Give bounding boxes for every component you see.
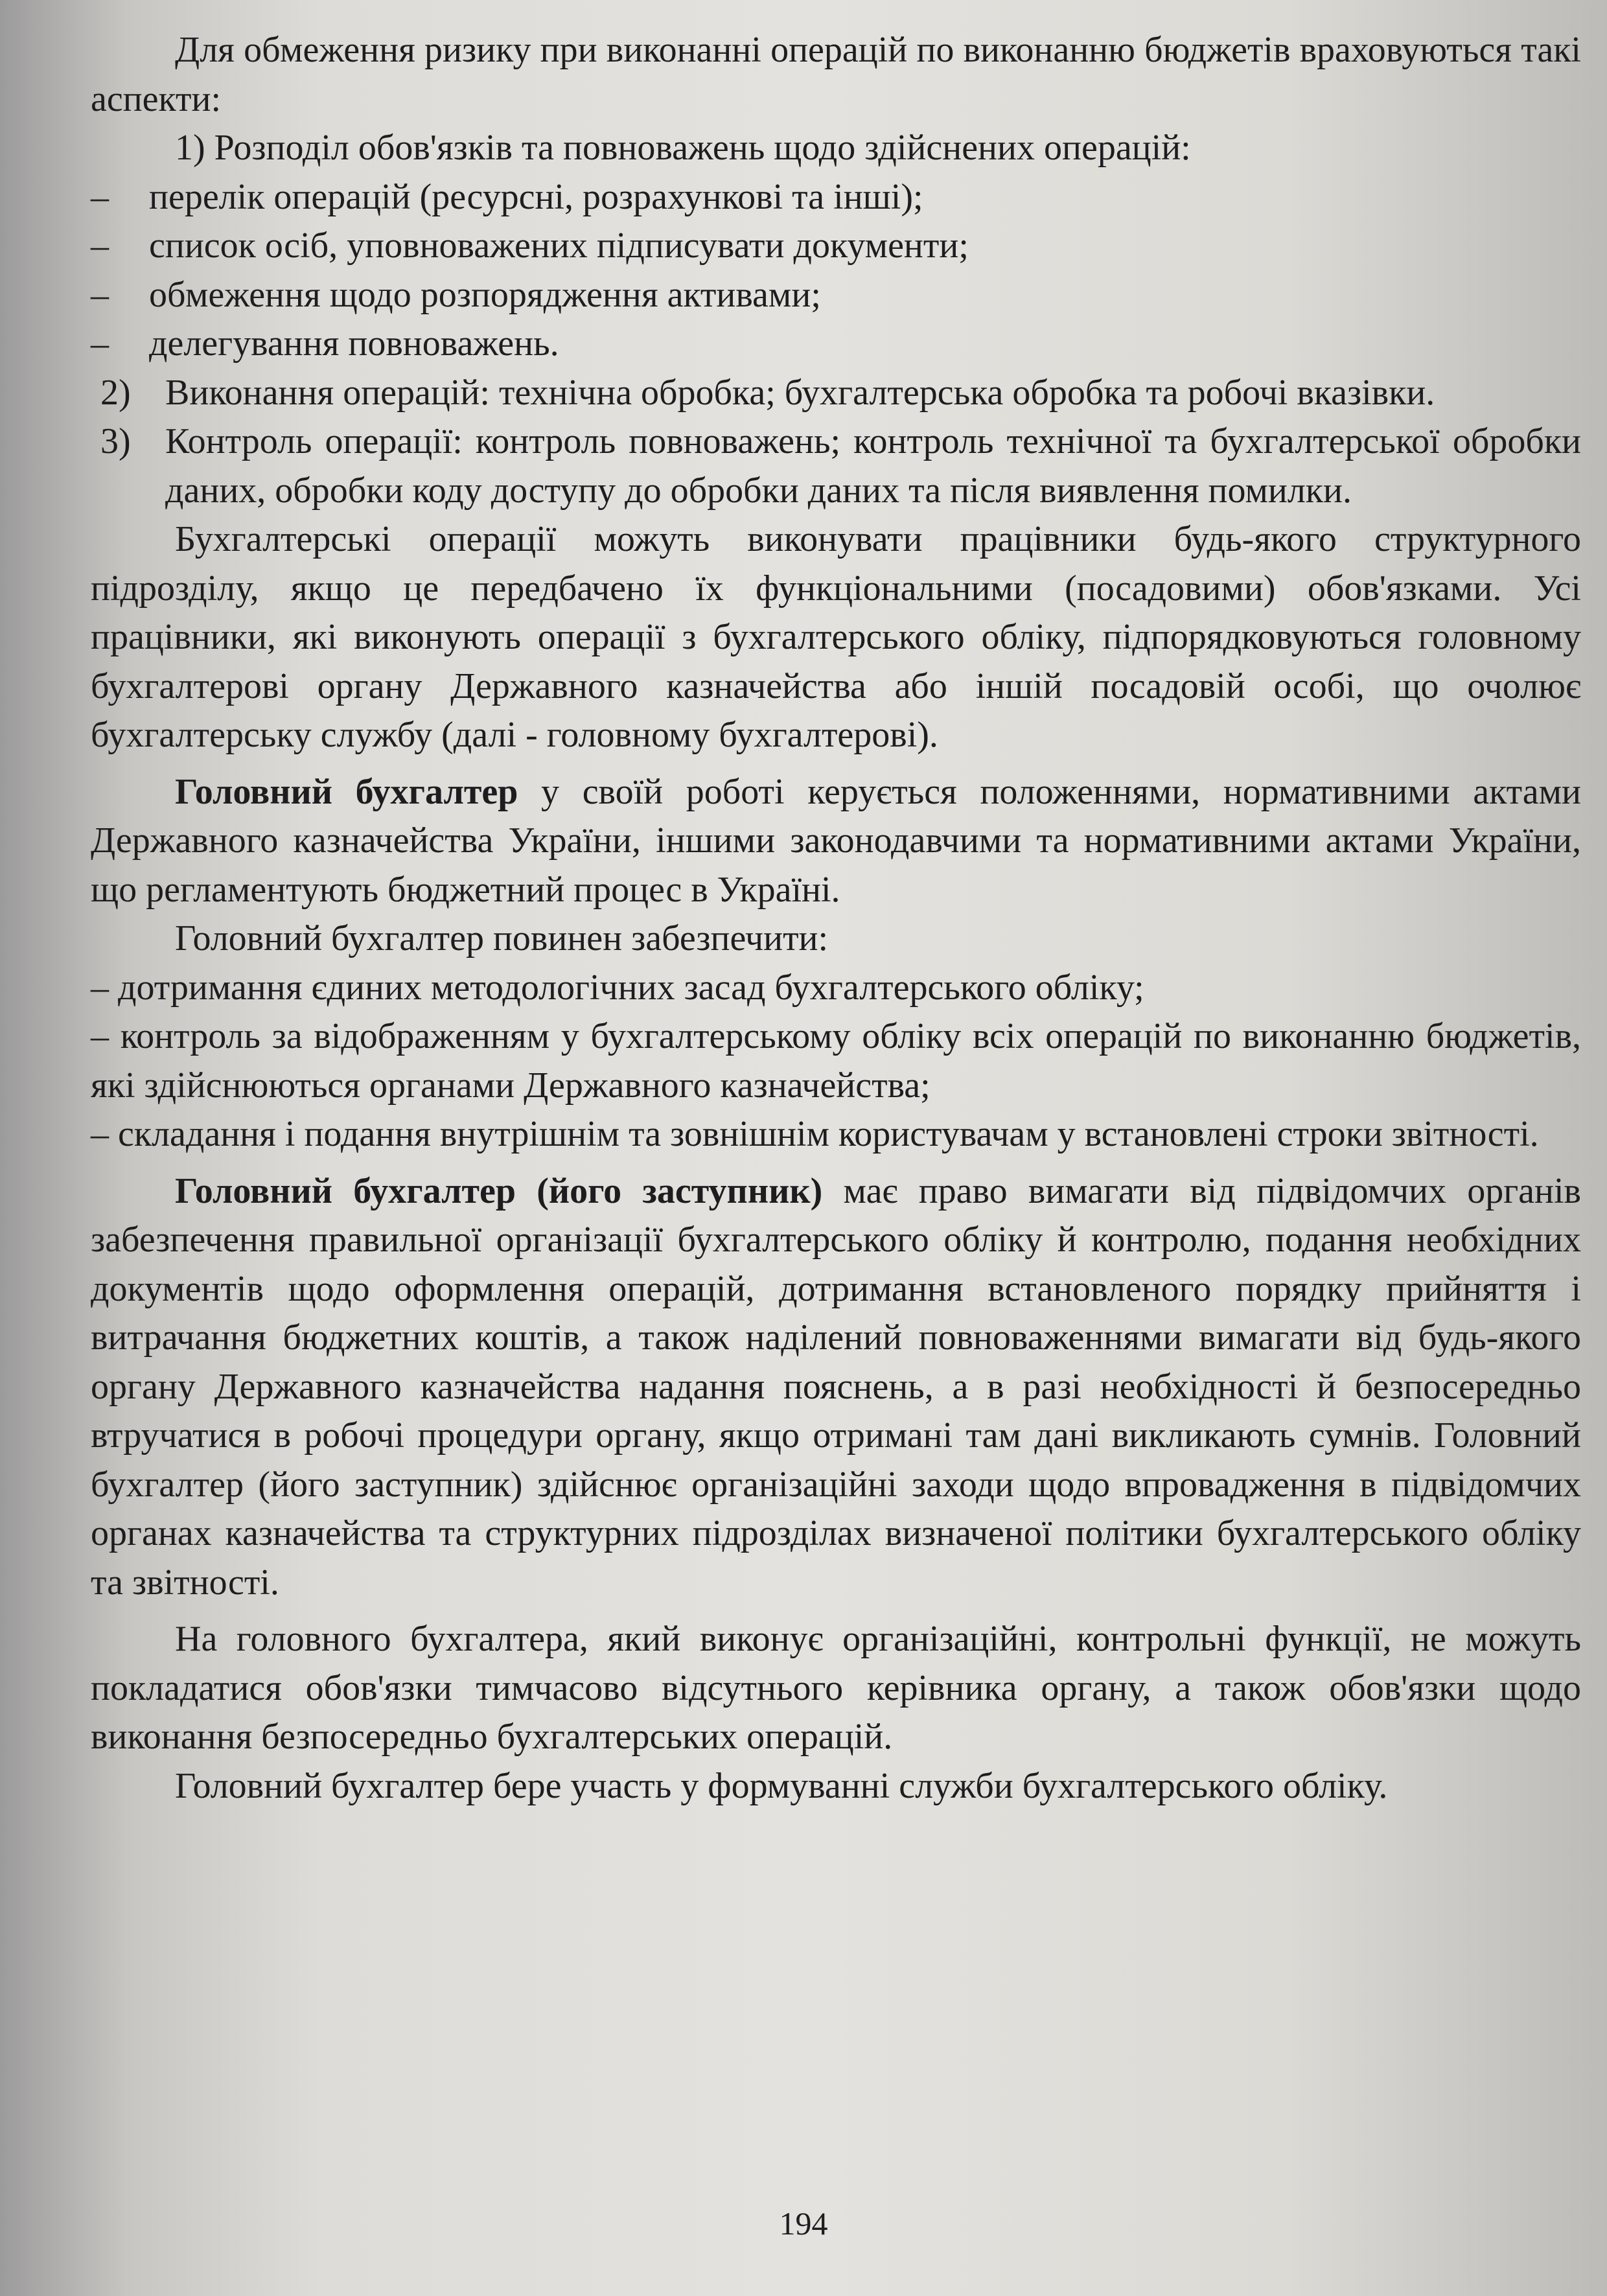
page-number: 194 — [779, 2205, 828, 2242]
dash-marker: – — [91, 1016, 109, 1056]
item-1-bullet: – перелік операцій (ресурсні, розрахункові та інші); — [91, 173, 1581, 222]
item-2-text: Виконання операцій: технічна обробка; бухгалтерська обробка та робочі вказівки. — [165, 372, 1435, 413]
item-1-bullet: – обмеження щодо розпорядження активами; — [91, 271, 1581, 320]
dash-marker: – — [91, 274, 109, 315]
service-paragraph: Головний бухгалтер бере участь у формуванні служби бухгалтерського обліку. — [175, 1765, 1388, 1806]
item-1-title: 1) Розподіл обов'язків та повноважень щодо здійснених операцій: — [175, 128, 1191, 168]
dash-marker: – — [91, 176, 109, 217]
item-3-number: 3) — [100, 421, 131, 461]
duties-paragraph: На головного бухгалтера, який виконує організаційні, контрольні функції, не можуть покладатися обов'язки тимчасово відсутнього керівника органу, а також обов'язки щодо виконання безпосередньо бухгалтерських операцій. — [91, 1619, 1581, 1757]
chief-accountant-paragraph: Головний бухгалтер у своїй роботі керується положеннями, нормативними актами Державного казначейства України, іншими законодавчими та нормативними актами України, що регламентують бюджетний процес в Україні. — [91, 771, 1582, 910]
item-2 — [91, 369, 1581, 418]
item-3-text: Контроль операції: контроль повноважень; контроль технічної та бухгалтерської обробки даних, обробки коду доступу до обробки даних та після виявлення помилки. — [165, 421, 1581, 511]
dash-marker: – — [91, 1114, 109, 1154]
dash-marker: – — [91, 967, 109, 1008]
item-1-bullet: – делегування повноважень. — [91, 319, 1581, 369]
item-2-number: 2) — [100, 372, 131, 413]
item-3 — [91, 417, 1581, 515]
must-bullet: – складання і подання внутрішнім та зовнішнім користувачам у встановлені строки звітності. — [91, 1114, 1539, 1154]
intro-paragraph: Для обмеження ризику при виконанні операцій по виконанню бюджетів враховуються такі аспекти: — [91, 30, 1581, 119]
item-1-bullet: – список осіб, уповноважених підписувати документи; — [91, 222, 1581, 271]
dash-marker: – — [91, 323, 109, 364]
chief-accountant-term: Головний бухгалтер — [175, 771, 518, 812]
must-bullet: – контроль за відображенням у бухгалтерському обліку всіх операцій по виконанню бюджетів, які здійснюються органами Державного казначейства; — [91, 1016, 1582, 1106]
page-text — [91, 26, 1581, 1811]
dash-marker: – — [91, 226, 109, 266]
chief-deputy-term: Головний бухгалтер (його заступник) — [175, 1170, 823, 1211]
rights-paragraph: Головний бухгалтер (його заступник) має право вимагати від підвідомчих органів забезпечення правильної організації бухгалтерського обліку й контролю, подання необхідних документів щодо оформлення операцій, дотримання встановленого порядку прийняття і витрачання бюджетних коштів, а також наділений повноваженнями вимагати від будь-якого органу Державного казначейства надання пояснень, а в разі необхідності й безпосередньо втручатися в робочі процедури органу, якщо отримані там дані викликають сумнів. Головний бухгалтер (його заступник) здійснює організаційні заходи щодо впровадження в підвідомчих органах казначейства та структурних підрозділах визначеної політики бухгалтерського обліку та звітності. — [91, 1170, 1581, 1603]
must-bullet: – дотримання єдиних методологічних засад бухгалтерського обліку; — [91, 967, 1144, 1008]
must-ensure-paragraph: Головний бухгалтер повинен забезпечити: — [175, 918, 829, 958]
operations-paragraph: Бухгалтерські операції можуть виконувати працівники будь-якого структурного підрозділу, якщо це передбачено їх функціональними (посадовими) обов'язками. Усі працівники, які виконують операції з бухгалтерського обліку, підпорядковуються головному бухгалтерові органу Державного казначейства або іншій посадовій особі, що очолює бухгалтерську службу (далі - головному бухгалтерові). — [91, 519, 1581, 755]
